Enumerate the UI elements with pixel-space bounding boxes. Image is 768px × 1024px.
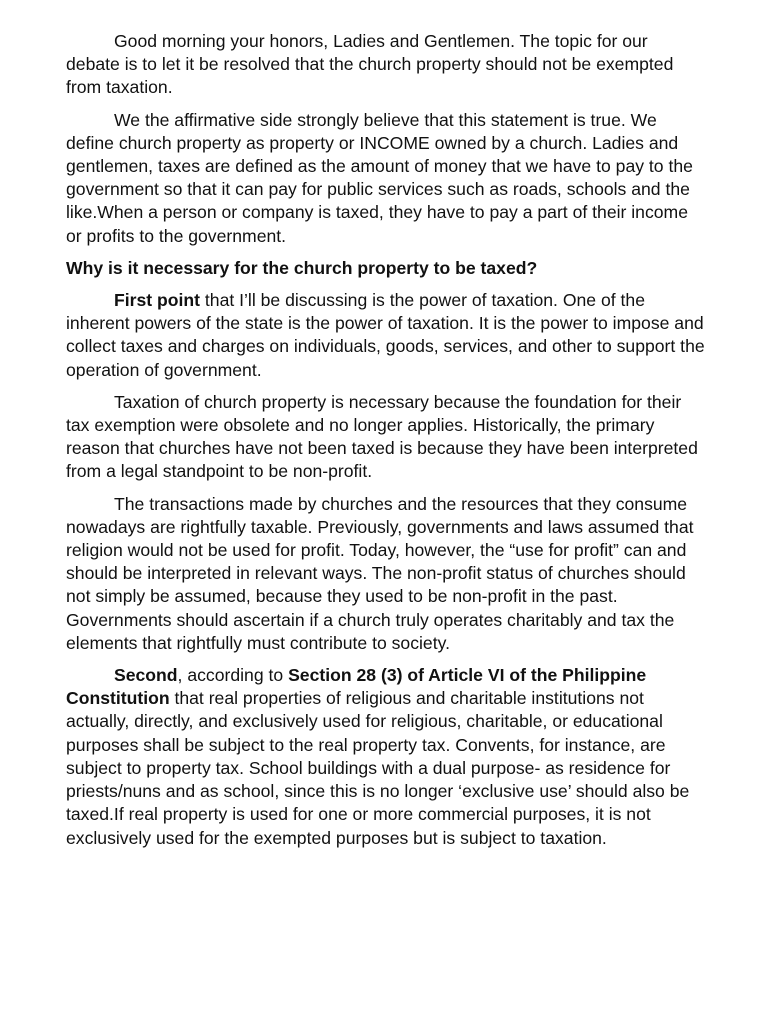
second-point-text: that real properties of religious and charitable institutions not actually, directly, and exclusively used for religious, charitable, or educational purposes shall be subject to the real property tax. Convents, for instance, are subject to property tax. School buildings with a dual purpose- as residence for priests/nuns and as school, since this is no longer ‘exclusive use’ should also be taxed.If real property is used for one or more commercial purposes, it is not exclusively used for the exempted purposes but is subject to taxation. (66, 688, 690, 848)
document-page (66, 30, 706, 859)
second-point-label: Second (114, 665, 178, 686)
section-heading: Why is it necessary for the church property to be taxed? (66, 257, 538, 278)
paragraph-second-point (66, 664, 706, 850)
first-point-label: First point (114, 290, 201, 311)
paragraph-transactions: The transactions made by churches and the resources that they consume nowadays are rightfully taxable. Previously, governments and laws assumed that religion would not be used for profit. Today, however, the “use for profit” can and should be interpreted in relevant ways. The non-profit status of churches should not simply be assumed, because they used to be non-profit in the past. Governments should ascertain if a church truly operates charitably and tax the elements that rightfully must contribute to society. (66, 493, 694, 653)
first-point-text: that I’ll be discussing is the power of taxation. One of the inherent powers of the state is the power of taxation. It is the power to impose and collect taxes and charges on individuals, goods, services, and other to support the operation of government. (66, 290, 705, 380)
paragraph-definitions: We the affirmative side strongly believe that this statement is true. We define church property as property or INCOME owned by a church. Ladies and gentlemen, taxes are defined as the amount of money that we have to pay to the government so that it can pay for public services such as roads, schools and the like.When a person or company is taxed, they have to pay a part of their income or profits to the government. (66, 109, 693, 246)
paragraph-introduction: Good morning your honors, Ladies and Gentlemen. The topic for our debate is to let it be resolved that the church property should not be exempted from taxation. (66, 31, 674, 98)
paragraph-first-point (66, 289, 706, 382)
constitution-reference: Section 28 (3) of Article VI of the Philippine Constitution (66, 665, 647, 709)
paragraph-obsolete-foundation: Taxation of church property is necessary because the foundation for their tax exemption were obsolete and no longer applies. Historically, the primary reason that churches have not been taxed is because they have been interpreted from a legal standpoint to be non-profit. (66, 391, 698, 482)
second-point-connector: , according to (177, 665, 289, 686)
